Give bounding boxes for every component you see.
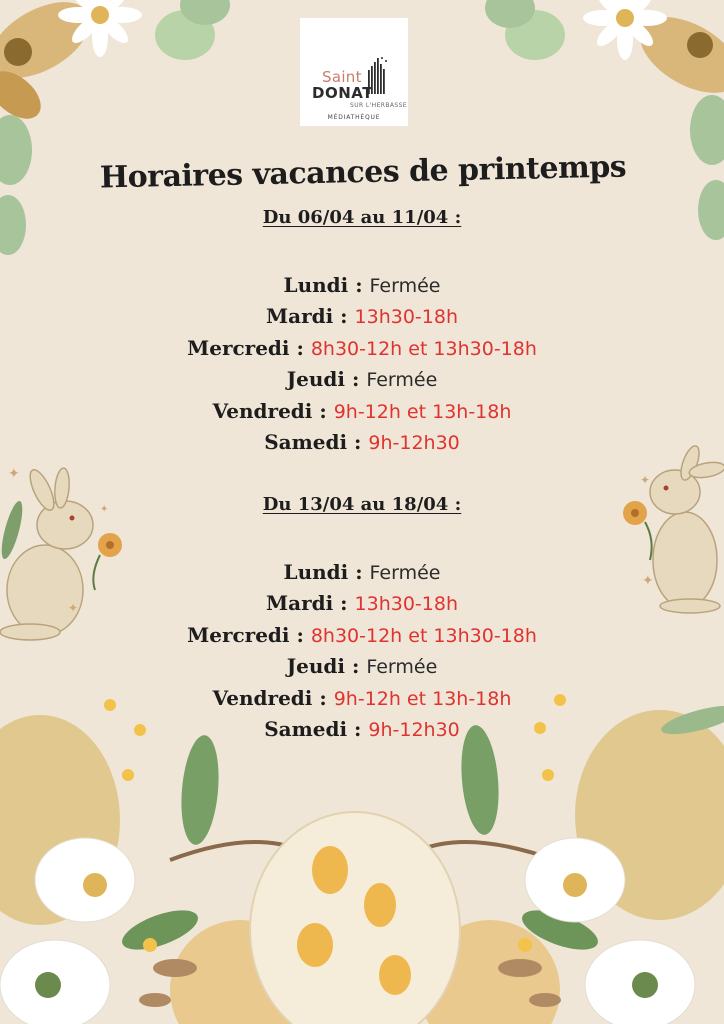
- day-separator: :: [345, 654, 367, 678]
- logo-saint-text: Saint: [322, 68, 362, 86]
- day-separator: :: [347, 717, 369, 741]
- day-label: Samedi: [264, 430, 348, 454]
- day-label: Samedi: [264, 717, 348, 741]
- period-heading-1: Du 06/04 au 11/04 :: [262, 207, 462, 228]
- hours-value: 9h-12h et 13h-18h: [333, 401, 512, 423]
- hours-value: 9h-12h et 13h-18h: [333, 688, 512, 710]
- svg-text:✦: ✦: [68, 601, 79, 615]
- day-label: Mardi: [265, 591, 334, 615]
- schedule-row: [0, 683, 724, 714]
- schedule-row: [0, 588, 724, 619]
- svg-text:✦: ✦: [640, 473, 651, 487]
- day-separator: :: [333, 591, 355, 615]
- schedule-row: [0, 301, 724, 332]
- top-right-flowers-illustration: [485, 0, 724, 240]
- svg-text:✦: ✦: [642, 573, 654, 589]
- day-label: Vendredi: [212, 399, 313, 423]
- page-title: Horaires vacances de printemps: [99, 149, 627, 196]
- period-heading-2: Du 13/04 au 18/04 :: [262, 494, 462, 515]
- logo-donat-text: DONAT: [312, 84, 373, 102]
- svg-text:✦: ✦: [8, 466, 20, 482]
- schedule-row: [0, 557, 724, 588]
- schedule-row: [0, 620, 724, 651]
- hours-value: 8h30-12h et 13h30-18h: [310, 338, 537, 360]
- day-label: Jeudi: [286, 654, 346, 678]
- schedule-row: [0, 651, 724, 682]
- day-separator: :: [345, 367, 367, 391]
- hours-value: 9h-12h30: [368, 432, 460, 454]
- logo-sur-text: SUR L'HERBASSE: [350, 102, 407, 109]
- day-label: Jeudi: [286, 367, 346, 391]
- svg-text:✦: ✦: [100, 504, 109, 515]
- day-separator: :: [312, 399, 334, 423]
- day-separator: :: [333, 304, 355, 328]
- logo-mediatheque-text: MÉDIATHÈQUE: [327, 114, 381, 121]
- hours-value: 13h30-18h: [354, 306, 458, 328]
- schedule-row: [0, 333, 724, 364]
- hours-value: Fermée: [366, 656, 438, 678]
- day-separator: :: [289, 623, 311, 647]
- day-label: Mercredi: [187, 336, 290, 360]
- day-label: Mardi: [265, 304, 334, 328]
- schedule-row: [0, 270, 724, 301]
- day-label: Lundi: [283, 273, 349, 297]
- schedule-row: [0, 714, 724, 745]
- day-label: Lundi: [283, 560, 349, 584]
- hours-value: Fermée: [369, 275, 441, 297]
- hours-value: 9h-12h30: [368, 719, 460, 741]
- hours-value: 8h30-12h et 13h30-18h: [310, 625, 537, 647]
- day-separator: :: [348, 560, 370, 584]
- mediatheque-logo: [300, 18, 408, 126]
- day-separator: :: [348, 273, 370, 297]
- day-label: Mercredi: [187, 623, 290, 647]
- day-separator: :: [289, 336, 311, 360]
- hours-value: Fermée: [369, 562, 441, 584]
- schedule-row: [0, 396, 724, 427]
- day-separator: :: [312, 686, 334, 710]
- day-label: Vendredi: [212, 686, 313, 710]
- hours-value: 13h30-18h: [354, 593, 458, 615]
- day-separator: :: [347, 430, 369, 454]
- schedule-row: [0, 427, 724, 458]
- schedule-row: [0, 364, 724, 395]
- hours-value: Fermée: [366, 369, 438, 391]
